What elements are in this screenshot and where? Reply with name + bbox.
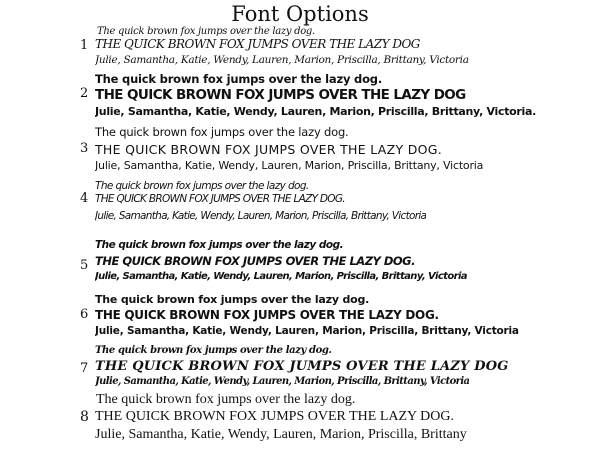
- sample-lowercase: The quick brown fox jumps over the lazy dog.: [95, 125, 349, 139]
- sample-names: Julie, Samantha, Katie, Wendy, Lauren, Marion, Priscilla, Brittany, Victoria: [95, 271, 467, 282]
- sample-uppercase: THE QUICK BROWN FOX JUMPS OVER THE LAZY DOG.: [95, 193, 345, 205]
- sample-uppercase: THE QUICK BROWN FOX JUMPS OVER THE LAZY DOG.: [95, 254, 415, 268]
- option-number: 8: [80, 409, 89, 425]
- sample-names: Julie, Samantha, Katie, Wendy, Lauren, Marion, Priscilla, Brittany, Victoria: [95, 376, 470, 387]
- sample-lowercase: The quick brown fox jumps over the lazy dog.: [95, 72, 382, 86]
- option-number: 6: [80, 307, 89, 322]
- sample-lowercase: The quick brown fox jumps over the lazy dog.: [95, 293, 370, 306]
- option-number: 7: [80, 361, 89, 376]
- option-number: 1: [80, 38, 89, 53]
- sample-uppercase: THE QUICK BROWN FOX JUMPS OVER THE LAZY DOG: [95, 359, 509, 374]
- option-number: 5: [80, 258, 89, 273]
- sample-uppercase: THE QUICK BROWN FOX JUMPS OVER THE LAZY DOG: [95, 37, 420, 51]
- sample-names: Julie, Samantha, Katie, Wendy, Lauren, Marion, Priscilla, Brittany: [95, 427, 467, 442]
- sample-names: Julie, Samantha, Katie, Wendy, Lauren, Marion, Priscilla, Brittany, Victoria: [95, 54, 469, 66]
- sample-lowercase: The quick brown fox jumps over the lazy dog.: [96, 392, 356, 407]
- sample-names: Julie, Samantha, Katie, Wendy, Lauren, Marion, Priscilla, Brittany, Victoria: [95, 325, 519, 337]
- sample-names: Julie, Samantha, Katie, Wendy, Lauren, Marion, Priscilla, Brittany, Victoria.: [95, 105, 537, 118]
- sample-lowercase: The quick brown fox jumps over the lazy dog.: [95, 345, 332, 356]
- sample-uppercase: THE QUICK BROWN FOX JUMPS OVER THE LAZY DOG.: [95, 308, 439, 322]
- sample-lowercase: The quick brown fox jumps over the lazy dog.: [95, 239, 344, 251]
- sample-lowercase: The quick brown fox jumps over the lazy dog.: [97, 26, 315, 37]
- option-number: 4: [80, 191, 89, 206]
- sample-names: Julie, Samantha, Katie, Wendy, Lauren, Marion, Priscilla, Brittany, Victoria: [95, 159, 484, 172]
- sample-uppercase: THE QUICK BROWN FOX JUMPS OVER THE LAZY DOG.: [95, 409, 454, 424]
- sample-uppercase: THE QUICK BROWN FOX JUMPS OVER THE LAZY DOG.: [95, 142, 443, 157]
- option-number: 3: [80, 141, 89, 156]
- sample-lowercase: The quick brown fox jumps over the lazy dog.: [95, 180, 309, 192]
- page-title: Font Options: [231, 2, 369, 26]
- sample-names: Julie, Samantha, Katie, Wendy, Lauren, Marion, Priscilla, Brittany, Victoria: [95, 210, 427, 222]
- option-number: 2: [80, 86, 89, 101]
- sample-uppercase: THE QUICK BROWN FOX JUMPS OVER THE LAZY DOG: [95, 87, 466, 103]
